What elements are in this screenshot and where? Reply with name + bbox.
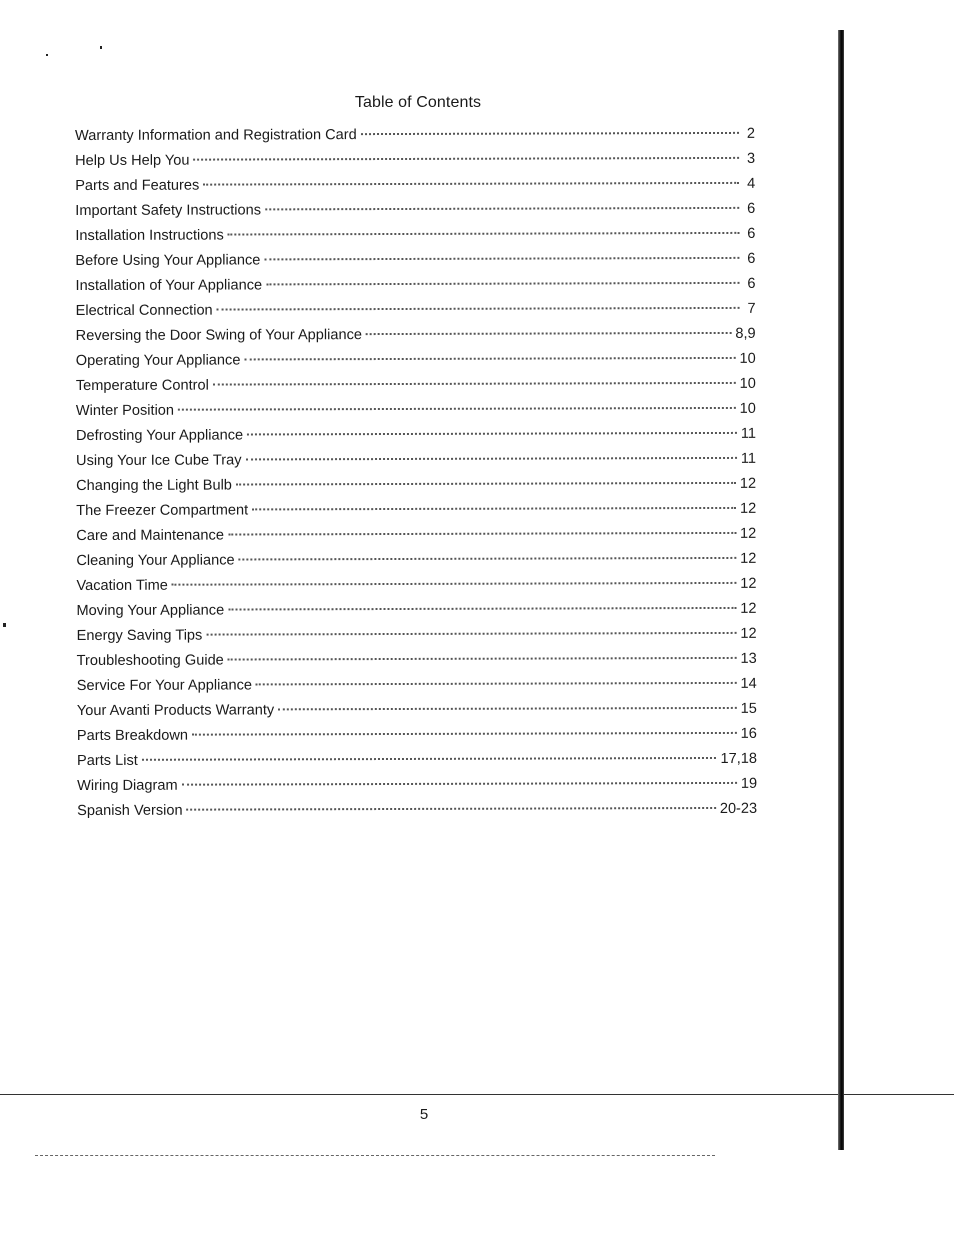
toc-entry-label: Changing the Light Bulb [76,477,232,494]
toc-entry-page: 12 [740,600,757,617]
toc-entry-label: Operating Your Appliance [75,352,241,369]
toc-entry [76,451,756,478]
toc-entry-page: 14 [740,675,757,692]
toc-leader-dots [246,457,737,461]
toc-entry-label: The Freezer Compartment [76,502,249,519]
toc-leader-dots [264,257,739,260]
toc-entry [76,551,756,578]
scan-speck [3,623,6,627]
toc-entry-page: 12 [740,575,757,592]
toc-entry-page: 16 [740,725,757,742]
toc-entry-label: Troubleshooting Guide [76,652,224,669]
toc-leader-dots [228,232,740,236]
toc-entry-label: Moving Your Appliance [76,602,225,619]
scan-artifact-line [35,1155,715,1156]
toc-entry-page: 11 [740,425,756,442]
toc-entry-page: 6 [747,275,756,292]
toc-entry [76,401,756,428]
toc-leader-dots [361,132,739,135]
toc-leader-dots [278,707,736,710]
toc-leader-dots [239,557,737,561]
toc-leader-dots [187,807,716,811]
toc-entry-page: 20-23 [719,800,758,817]
toc-entry-label: Important Safety Instructions [75,202,262,219]
toc-leader-dots [142,757,717,761]
toc-entry-label: Vacation Time [76,577,168,594]
toc-entry [77,701,757,728]
toc-leader-dots [228,532,736,536]
toc-entry [77,751,757,778]
toc-entry-label: Parts List [76,752,138,769]
toc-entry-label: Wiring Diagram [77,777,178,794]
toc-entry-page: 12 [739,475,757,492]
toc-leader-dots [366,332,731,335]
toc-entry [76,501,756,528]
toc-entry-page: 8,9 [735,325,756,342]
toc-entry [77,776,757,803]
toc-entry [75,201,755,228]
toc-entry-label: Help Us Help You [75,152,190,169]
toc-entry [77,676,757,703]
scan-speck [46,54,48,56]
toc-entry-label: Using Your Ice Cube Tray [76,452,242,469]
toc-entry-label: Winter Position [75,402,175,419]
toc-leader-dots [228,607,736,611]
toc-leader-dots [203,182,739,186]
toc-leader-dots [192,732,737,736]
toc-entry-page: 19 [740,775,758,792]
toc-list [75,126,757,828]
toc-leader-dots [244,357,735,361]
toc-entry [75,251,755,278]
toc-entry-label: Spanish Version [77,802,183,819]
toc-entry-page: 12 [739,500,757,517]
scan-speck [100,46,102,49]
toc-entry-label: Installation Instructions [75,227,224,244]
toc-entry-label: Warranty Information and Registration Card [75,127,357,144]
toc-entry [76,326,756,353]
toc-entry-page: 10 [739,375,756,392]
toc-entry-label: Parts and Features [75,177,200,194]
toc-entry [75,151,755,178]
toc-entry [76,576,756,603]
toc-entry-page: 10 [739,400,756,417]
toc-entry [76,601,756,628]
toc-entry-label: Energy Saving Tips [76,627,203,644]
toc-entry [75,126,755,153]
toc-leader-dots [194,157,740,161]
toc-entry-page: 13 [740,650,757,667]
toc-entry-label: Electrical Connection [75,302,213,319]
toc-leader-dots [213,382,736,386]
toc-leader-dots [265,207,739,210]
toc-entry [76,376,756,403]
toc-leader-dots [236,482,736,486]
toc-leader-dots [172,582,736,586]
toc-entry-label: Care and Maintenance [76,527,224,544]
toc-entry [76,301,756,328]
toc-entry-page: 15 [740,700,757,717]
toc-leader-dots [266,282,739,285]
toc-entry-page: 6 [747,250,756,267]
toc-entry [77,726,757,753]
toc-entry [76,526,756,553]
toc-leader-dots [256,682,737,686]
toc-entry [76,426,756,453]
toc-entry-label: Defrosting Your Appliance [75,427,244,444]
toc-entry-page: 6 [747,225,756,242]
toc-entry-label: Your Avanti Products Warranty [76,702,275,719]
toc-entry [77,651,757,678]
toc-title: Table of Contents [354,94,482,111]
toc-entry-label: Installation of Your Appliance [75,277,263,294]
toc-leader-dots [228,657,737,661]
toc-entry-label: Before Using Your Appliance [75,252,261,269]
toc-entry-label: Parts Breakdown [76,727,189,744]
toc-entry-page: 4 [747,175,756,192]
toc-entry [75,176,755,203]
toc-entry-page: 7 [747,300,756,317]
toc-entry-label: Cleaning Your Appliance [76,552,235,569]
toc-entry-page: 10 [739,350,756,367]
toc-leader-dots [252,507,736,511]
toc-leader-dots [178,407,736,411]
scan-edge-shadow [838,30,844,1150]
toc-leader-dots [247,432,737,436]
toc-entry [77,801,757,828]
toc-entry [76,351,756,378]
toc-entry [76,476,756,503]
toc-entry-page: 12 [740,625,757,642]
toc-entry-label: Reversing the Door Swing of Your Appliance [75,327,363,344]
toc-leader-dots [217,307,740,311]
toc-entry [75,226,755,253]
toc-entry [77,626,757,653]
toc-entry [75,276,755,303]
footer-divider [0,1094,954,1095]
toc-entry-page: 2 [746,125,756,142]
toc-entry-page: 11 [740,450,757,467]
toc-leader-dots [182,782,737,786]
toc-entry-label: Service For Your Appliance [76,677,253,694]
toc-entry-page: 17,18 [720,750,758,767]
toc-entry-label: Temperature Control [75,377,209,394]
toc-leader-dots [206,632,736,636]
toc-entry-page: 3 [746,150,756,167]
toc-entry-page: 6 [747,200,756,217]
toc-entry-page: 12 [740,525,757,542]
page-number: 5 [419,1106,429,1123]
toc-entry-page: 12 [740,550,757,567]
